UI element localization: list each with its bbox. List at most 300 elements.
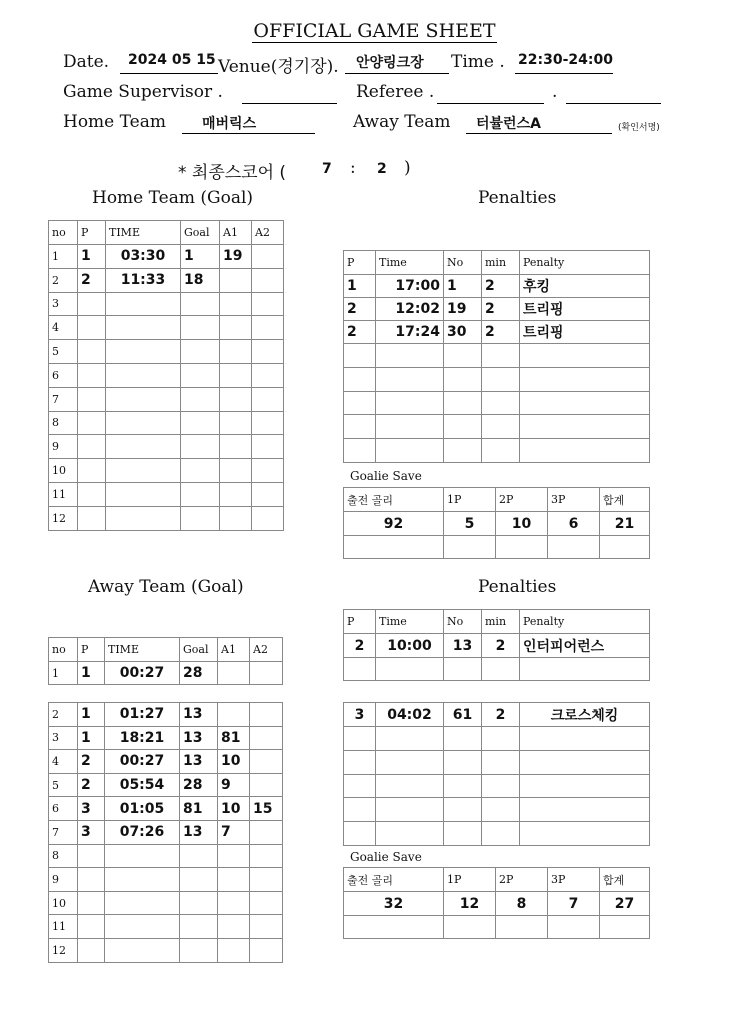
- cell-penalty: [520, 344, 650, 368]
- cell-no: 11: [49, 482, 78, 506]
- cell-no: 3: [49, 292, 78, 316]
- cell-time: 05:54: [105, 773, 180, 797]
- cell-total: 21: [600, 512, 650, 536]
- table-row: [344, 344, 650, 368]
- cell-no: 1: [49, 662, 78, 685]
- cell-assist-1-header: A1: [220, 221, 252, 245]
- cell-goal: [181, 459, 220, 483]
- cell-assist-1: [220, 316, 252, 340]
- cell-period: [344, 822, 376, 846]
- cell-time: 04:02: [376, 703, 444, 727]
- cell-goal: [181, 292, 220, 316]
- cell-no: 2: [49, 268, 78, 292]
- cell-goal: [180, 915, 218, 939]
- sheet-title: OFFICIAL GAME SHEET: [253, 20, 496, 42]
- home-team-line: [182, 133, 315, 134]
- away-goals-table: [48, 702, 283, 963]
- cell-time: [376, 727, 444, 751]
- cell-assist-1: [218, 662, 250, 685]
- away-goals-title: Away Team (Goal): [88, 577, 244, 597]
- cell-3p: [548, 916, 600, 939]
- away-team-line: [466, 133, 612, 134]
- cell-2p: [496, 536, 548, 559]
- cell-assist-2: [252, 435, 284, 459]
- cell-period: 2: [344, 321, 376, 344]
- cell-3p-header: 3P: [548, 488, 600, 512]
- cell-player-no: 1: [444, 275, 482, 298]
- cell-penalty: [520, 439, 650, 463]
- table-row: [49, 459, 284, 483]
- cell-time: 17:24: [376, 321, 444, 344]
- cell-period: [78, 340, 106, 364]
- cell-time: [106, 292, 181, 316]
- away-team-label: Away Team: [353, 112, 451, 132]
- cell-total: [600, 916, 650, 939]
- cell-period: 3: [344, 703, 376, 727]
- cell-period: 2: [78, 268, 106, 292]
- away-goalie-save-label: Goalie Save: [350, 850, 422, 864]
- cell-penalty: [520, 415, 650, 439]
- cell-assist-2: [250, 820, 283, 844]
- table-row: [344, 275, 650, 298]
- cell-time: [106, 387, 181, 411]
- cell-2p-header: 2P: [496, 488, 548, 512]
- cell-no: 8: [49, 411, 78, 435]
- cell-time: [376, 750, 444, 774]
- cell-assist-1: 7: [218, 820, 250, 844]
- cell-assist-1: 10: [218, 797, 250, 821]
- home-team-label: Home Team: [63, 112, 166, 132]
- away-penalties-table: [343, 702, 650, 846]
- cell-player-no: [444, 750, 482, 774]
- cell-time: [106, 340, 181, 364]
- cell-minutes: [482, 774, 520, 798]
- cell-goal: [180, 938, 218, 962]
- cell-minutes: [482, 658, 520, 681]
- cell-assist-2: [250, 750, 283, 774]
- cell-period: [78, 387, 106, 411]
- cell-goal-header: Goal: [181, 221, 220, 245]
- cell-assist-1: [220, 506, 252, 530]
- table-row: [344, 512, 650, 536]
- table-row: [344, 916, 650, 939]
- table-row: [49, 915, 283, 939]
- referee-label: Referee .: [356, 82, 435, 102]
- table-row: [344, 727, 650, 751]
- table-row: [49, 662, 283, 685]
- cell-penalty: [520, 798, 650, 822]
- cell-period-header: P: [78, 221, 106, 245]
- cell-2p-header: 2P: [496, 868, 548, 892]
- cell-penalty: [520, 658, 650, 681]
- cell-time: [376, 658, 444, 681]
- table-row: [344, 298, 650, 321]
- cell-assist-2: [252, 245, 284, 269]
- cell-time: 01:27: [105, 703, 180, 727]
- away-score: 2: [377, 161, 387, 177]
- home-goalie-table: [343, 487, 650, 559]
- cell-goalie-header: 출전 골리: [344, 488, 444, 512]
- cell-assist-1: [220, 435, 252, 459]
- cell-no: 11: [49, 915, 78, 939]
- cell-assist-1: [220, 482, 252, 506]
- cell-period: 1: [344, 275, 376, 298]
- cell-period: [78, 891, 105, 915]
- header-row: [344, 251, 650, 275]
- table-row: [49, 506, 284, 530]
- cell-penalty: [520, 774, 650, 798]
- cell-time: 11:33: [106, 268, 181, 292]
- cell-assist-1: [218, 844, 250, 868]
- cell-no: 7: [49, 387, 78, 411]
- cell-no: 7: [49, 820, 78, 844]
- cell-period: 3: [78, 797, 105, 821]
- cell-player-no: [444, 391, 482, 415]
- cell-time: 03:30: [106, 245, 181, 269]
- cell-period: [344, 727, 376, 751]
- cell-assist-2: [252, 363, 284, 387]
- cell-player-no: [444, 727, 482, 751]
- home-penalties-title: Penalties: [478, 188, 557, 208]
- cell-goal: [181, 411, 220, 435]
- cell-penalty: 트리핑: [520, 298, 650, 321]
- table-row: [49, 268, 284, 292]
- cell-assist-2: [250, 703, 283, 727]
- cell-period: [344, 367, 376, 391]
- table-row: [49, 316, 284, 340]
- table-row: [49, 750, 283, 774]
- cell-total: 27: [600, 892, 650, 916]
- cell-assist-2: [250, 662, 283, 685]
- time-value: 22:30-24:00: [518, 52, 613, 68]
- cell-player-no: [444, 798, 482, 822]
- cell-player-no: 19: [444, 298, 482, 321]
- cell-time: [376, 344, 444, 368]
- home-score: 7: [322, 161, 332, 177]
- cell-period: [78, 506, 106, 530]
- cell-period: [78, 844, 105, 868]
- cell-period: [78, 292, 106, 316]
- table-row: [49, 435, 284, 459]
- cell-penalty: [520, 822, 650, 846]
- cell-minutes: [482, 391, 520, 415]
- cell-assist-2: [252, 316, 284, 340]
- cell-period: [78, 316, 106, 340]
- cell-penalty: [520, 391, 650, 415]
- cell-player-no-header: No: [444, 251, 482, 275]
- cell-no: 3: [49, 726, 78, 750]
- cell-no: 6: [49, 363, 78, 387]
- cell-time-header: TIME: [106, 221, 181, 245]
- cell-period: 1: [78, 703, 105, 727]
- cell-time: 17:00: [376, 275, 444, 298]
- cell-goal: 1: [181, 245, 220, 269]
- cell-player-no: 61: [444, 703, 482, 727]
- cell-player-no: 13: [444, 634, 482, 658]
- cell-assist-2: [250, 915, 283, 939]
- cell-penalty: 크로스체킹: [520, 703, 650, 727]
- cell-no: 9: [49, 435, 78, 459]
- table-row: [49, 773, 283, 797]
- cell-goal: [181, 482, 220, 506]
- signature-note: (확인서명): [618, 123, 660, 133]
- cell-1p-header: 1P: [444, 868, 496, 892]
- cell-period: 2: [344, 634, 376, 658]
- cell-player-no: [444, 367, 482, 391]
- cell-penalty-header: Penalty: [520, 251, 650, 275]
- header-row: [344, 868, 650, 892]
- table-row: [344, 536, 650, 559]
- home-penalties-table: [343, 250, 650, 463]
- cell-time: [106, 411, 181, 435]
- cell-player-no-header: No: [444, 610, 482, 634]
- score-colon: :: [350, 158, 356, 178]
- cell-goal: [180, 891, 218, 915]
- cell-assist-2: [250, 844, 283, 868]
- cell-1p-header: 1P: [444, 488, 496, 512]
- cell-goal: 18: [181, 268, 220, 292]
- cell-no: 2: [49, 703, 78, 727]
- table-row: [49, 726, 283, 750]
- date-underline: [120, 73, 218, 74]
- cell-goal: 13: [180, 820, 218, 844]
- cell-penalty: [520, 727, 650, 751]
- cell-assist-2-header: A2: [250, 638, 283, 662]
- cell-assist-2: [252, 411, 284, 435]
- cell-assist-2: [252, 387, 284, 411]
- date-value: 2024 05 15: [128, 52, 216, 68]
- cell-minutes: 2: [482, 321, 520, 344]
- cell-assist-2: 15: [250, 797, 283, 821]
- cell-penalty: 인터피어런스: [520, 634, 650, 658]
- cell-time: [105, 938, 180, 962]
- cell-no-header: no: [49, 221, 78, 245]
- home-goals-table: [48, 220, 284, 531]
- cell-time: [106, 316, 181, 340]
- date-label: Date.: [63, 52, 110, 72]
- table-row: [49, 387, 284, 411]
- cell-time: [106, 435, 181, 459]
- cell-goal: 81: [180, 797, 218, 821]
- table-row: [344, 415, 650, 439]
- cell-player-no: [444, 774, 482, 798]
- cell-assist-2: [250, 726, 283, 750]
- cell-goal-header: Goal: [180, 638, 218, 662]
- cell-period: [344, 658, 376, 681]
- cell-time: [376, 822, 444, 846]
- cell-goalie: 32: [344, 892, 444, 916]
- cell-assist-1: [218, 938, 250, 962]
- cell-no: 4: [49, 316, 78, 340]
- cell-period: 2: [344, 298, 376, 321]
- cell-minutes: [482, 439, 520, 463]
- cell-minutes: 2: [482, 634, 520, 658]
- cell-period: 3: [78, 820, 105, 844]
- cell-assist-2: [250, 773, 283, 797]
- cell-assist-2: [252, 482, 284, 506]
- cell-no: 5: [49, 773, 78, 797]
- cell-no: 10: [49, 891, 78, 915]
- venue-underline: [345, 73, 449, 74]
- table-row: [49, 340, 284, 364]
- cell-assist-1: [218, 703, 250, 727]
- cell-period-header: P: [78, 638, 105, 662]
- cell-2p: [496, 916, 548, 939]
- cell-minutes: 2: [482, 703, 520, 727]
- cell-minutes: 2: [482, 275, 520, 298]
- cell-assist-2: [252, 340, 284, 364]
- table-row: [49, 938, 283, 962]
- cell-goal: [181, 387, 220, 411]
- cell-period: 2: [78, 750, 105, 774]
- home-team-value: 매버릭스: [202, 116, 257, 132]
- cell-total: [600, 536, 650, 559]
- cell-time: [106, 506, 181, 530]
- cell-3p: [548, 536, 600, 559]
- cell-assist-1: [220, 363, 252, 387]
- final-score-label: * 최종스코어 (: [178, 163, 287, 183]
- cell-goal: 28: [180, 662, 218, 685]
- cell-1p: 5: [444, 512, 496, 536]
- table-row: [49, 411, 284, 435]
- cell-goal: [181, 363, 220, 387]
- cell-player-no: [444, 344, 482, 368]
- cell-no: 4: [49, 750, 78, 774]
- cell-period: [344, 415, 376, 439]
- cell-player-no: [444, 658, 482, 681]
- cell-total-header: 합계: [600, 488, 650, 512]
- table-row: [49, 703, 283, 727]
- cell-period: [344, 750, 376, 774]
- cell-assist-2: [252, 506, 284, 530]
- away-goals-table-top: [48, 637, 283, 685]
- cell-minutes: [482, 822, 520, 846]
- table-row: [344, 892, 650, 916]
- home-goals-title: Home Team (Goal): [92, 188, 254, 208]
- cell-time: [105, 891, 180, 915]
- cell-minutes-header: min: [482, 251, 520, 275]
- table-row: [344, 391, 650, 415]
- cell-no: 9: [49, 868, 78, 892]
- cell-period: 2: [78, 773, 105, 797]
- cell-assist-1: [218, 868, 250, 892]
- table-row: [49, 245, 284, 269]
- cell-minutes: [482, 727, 520, 751]
- cell-time: [105, 915, 180, 939]
- cell-assist-2: [250, 891, 283, 915]
- cell-period: [78, 363, 106, 387]
- cell-goalie-header: 출전 골리: [344, 868, 444, 892]
- time-label: Time .: [451, 52, 505, 72]
- cell-time: [105, 844, 180, 868]
- cell-time: 07:26: [105, 820, 180, 844]
- cell-minutes: [482, 415, 520, 439]
- away-goalie-table: [343, 867, 650, 939]
- cell-period: 1: [78, 726, 105, 750]
- cell-period: [78, 459, 106, 483]
- cell-assist-2-header: A2: [252, 221, 284, 245]
- cell-no: 12: [49, 938, 78, 962]
- cell-1p: [444, 536, 496, 559]
- referee-separator: .: [552, 82, 558, 102]
- cell-period-header: P: [344, 251, 376, 275]
- cell-assist-1: 19: [220, 245, 252, 269]
- header-row: [344, 488, 650, 512]
- cell-minutes: 2: [482, 298, 520, 321]
- table-row: [49, 891, 283, 915]
- cell-assist-1: [220, 387, 252, 411]
- cell-period: [78, 938, 105, 962]
- cell-minutes: [482, 750, 520, 774]
- cell-no: 6: [49, 797, 78, 821]
- cell-no-header: no: [49, 638, 78, 662]
- cell-player-no: 30: [444, 321, 482, 344]
- table-row: [49, 820, 283, 844]
- cell-assist-1: [220, 459, 252, 483]
- cell-assist-1: 9: [218, 773, 250, 797]
- cell-time: 12:02: [376, 298, 444, 321]
- cell-1p: 12: [444, 892, 496, 916]
- table-row: [49, 482, 284, 506]
- table-row: [344, 367, 650, 391]
- cell-assist-1: [220, 411, 252, 435]
- supervisor-line: [242, 103, 337, 104]
- cell-assist-1: 10: [218, 750, 250, 774]
- cell-no: 1: [49, 245, 78, 269]
- cell-period: [78, 482, 106, 506]
- cell-time-header: TIME: [105, 638, 180, 662]
- cell-minutes: [482, 798, 520, 822]
- cell-assist-1: [218, 915, 250, 939]
- venue-value: 안양링크장: [356, 55, 424, 71]
- table-row: [344, 321, 650, 344]
- away-penalties-title: Penalties: [478, 577, 557, 597]
- cell-time: [376, 391, 444, 415]
- cell-goal: [181, 506, 220, 530]
- cell-time: [105, 868, 180, 892]
- table-row: [344, 822, 650, 846]
- cell-period: [78, 915, 105, 939]
- cell-period: [344, 798, 376, 822]
- cell-minutes: [482, 344, 520, 368]
- cell-no: 5: [49, 340, 78, 364]
- cell-no: 12: [49, 506, 78, 530]
- cell-time: [376, 798, 444, 822]
- cell-period: [78, 435, 106, 459]
- cell-time: [376, 367, 444, 391]
- cell-time: 18:21: [105, 726, 180, 750]
- referee-line-2: [566, 103, 661, 104]
- cell-time-header: Time: [376, 251, 444, 275]
- cell-assist-2: [252, 268, 284, 292]
- cell-penalty-header: Penalty: [520, 610, 650, 634]
- cell-goal: [180, 868, 218, 892]
- cell-period: [344, 344, 376, 368]
- referee-line-1: [437, 103, 544, 104]
- cell-goalie: [344, 916, 444, 939]
- table-row: [344, 439, 650, 463]
- cell-penalty: [520, 750, 650, 774]
- table-row: [49, 363, 284, 387]
- cell-assist-1: 81: [218, 726, 250, 750]
- cell-goal: 13: [180, 750, 218, 774]
- cell-goal: [180, 844, 218, 868]
- cell-period-header: P: [344, 610, 376, 634]
- cell-assist-1: [220, 292, 252, 316]
- cell-3p: 7: [548, 892, 600, 916]
- cell-period: [344, 774, 376, 798]
- cell-assist-1: [220, 268, 252, 292]
